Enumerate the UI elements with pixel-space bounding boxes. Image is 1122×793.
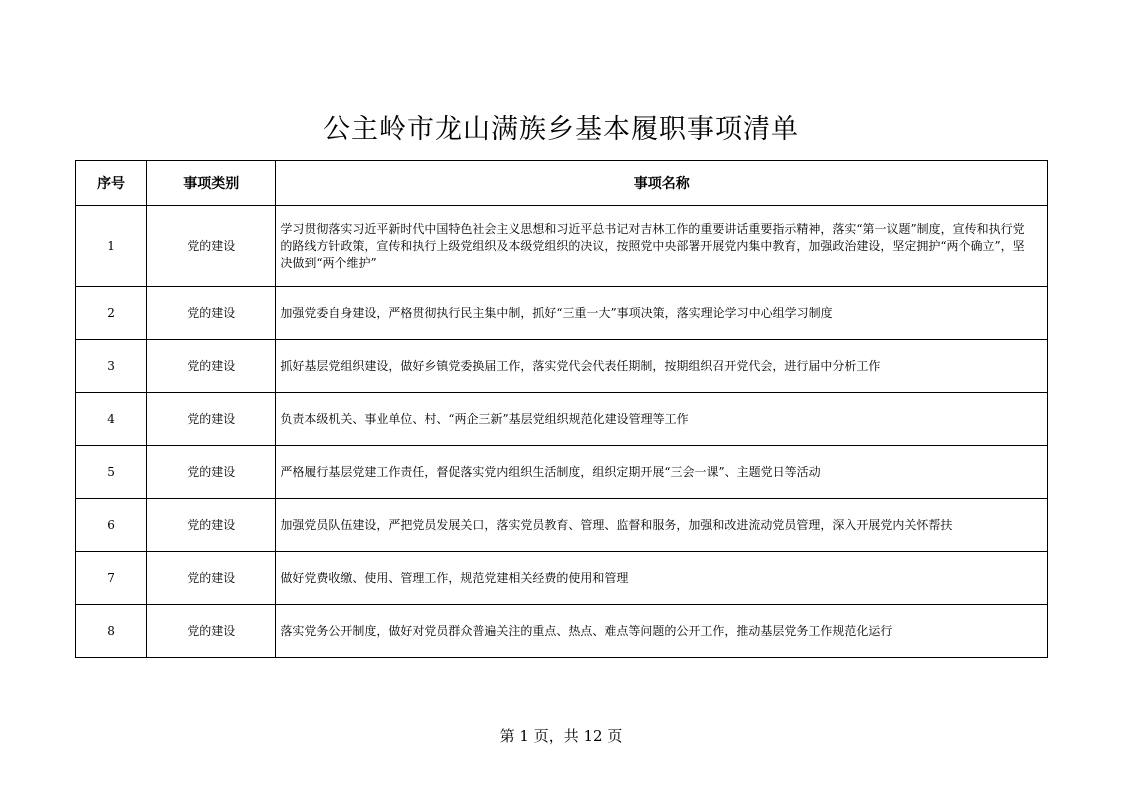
row-item-name: 严格履行基层党建工作责任，督促落实党内组织生活制度，组织定期开展“三会一课”、主题党日等活动 [276, 446, 1048, 499]
row-category: 党的建设 [147, 340, 276, 393]
header-item-name: 事项名称 [276, 161, 1048, 206]
row-category: 党的建设 [147, 206, 276, 287]
row-item-name: 落实党务公开制度，做好对党员群众普遍关注的重点、热点、难点等问题的公开工作，推动基层党务工作规范化运行 [276, 605, 1048, 658]
table-row [76, 287, 1048, 340]
table-row [76, 552, 1048, 605]
page-number-footer: 第 1 页，共 12 页 [499, 727, 623, 745]
header-serial-number: 序号 [76, 161, 147, 206]
table-row [76, 393, 1048, 446]
row-serial-number: 4 [76, 393, 147, 446]
table-row [76, 340, 1048, 393]
row-serial-number: 8 [76, 605, 147, 658]
table-row [76, 499, 1048, 552]
row-category: 党的建设 [147, 446, 276, 499]
row-serial-number: 1 [76, 206, 147, 287]
row-item-name: 加强党员队伍建设，严把党员发展关口，落实党员教育、管理、监督和服务，加强和改进流动党员管理，深入开展党内关怀帮扶 [276, 499, 1048, 552]
duty-items-table [75, 160, 1048, 658]
table-row [76, 206, 1048, 287]
row-category: 党的建设 [147, 287, 276, 340]
row-serial-number: 6 [76, 499, 147, 552]
row-serial-number: 2 [76, 287, 147, 340]
row-serial-number: 3 [76, 340, 147, 393]
row-category: 党的建设 [147, 393, 276, 446]
row-item-name: 加强党委自身建设，严格贯彻执行民主集中制，抓好“三重一大”事项决策，落实理论学习中心组学习制度 [276, 287, 1048, 340]
row-item-name: 学习贯彻落实习近平新时代中国特色社会主义思想和习近平总书记对吉林工作的重要讲话重要指示精神，落实“第一议题”制度，宣传和执行党的路线方针政策，宣传和执行上级党组织及本级党组织的决议，按照党中央部署开展党内集中教育，加强政治建设，坚定拥护“两个确立”，坚决做到“两个维护” [276, 206, 1048, 287]
header-item-category: 事项类别 [147, 161, 276, 206]
row-item-name: 抓好基层党组织建设，做好乡镇党委换届工作，落实党代会代表任期制，按期组织召开党代会，进行届中分析工作 [276, 340, 1048, 393]
row-category: 党的建设 [147, 499, 276, 552]
row-serial-number: 7 [76, 552, 147, 605]
row-serial-number: 5 [76, 446, 147, 499]
row-item-name: 做好党费收缴、使用、管理工作，规范党建相关经费的使用和管理 [276, 552, 1048, 605]
table-row [76, 446, 1048, 499]
row-item-name: 负责本级机关、事业单位、村、“两企三新”基层党组织规范化建设管理等工作 [276, 393, 1048, 446]
table-row [76, 605, 1048, 658]
table-header-row [76, 161, 1048, 206]
row-category: 党的建设 [147, 552, 276, 605]
page-title: 公主岭市龙山满族乡基本履职事项清单 [323, 114, 799, 145]
row-category: 党的建设 [147, 605, 276, 658]
